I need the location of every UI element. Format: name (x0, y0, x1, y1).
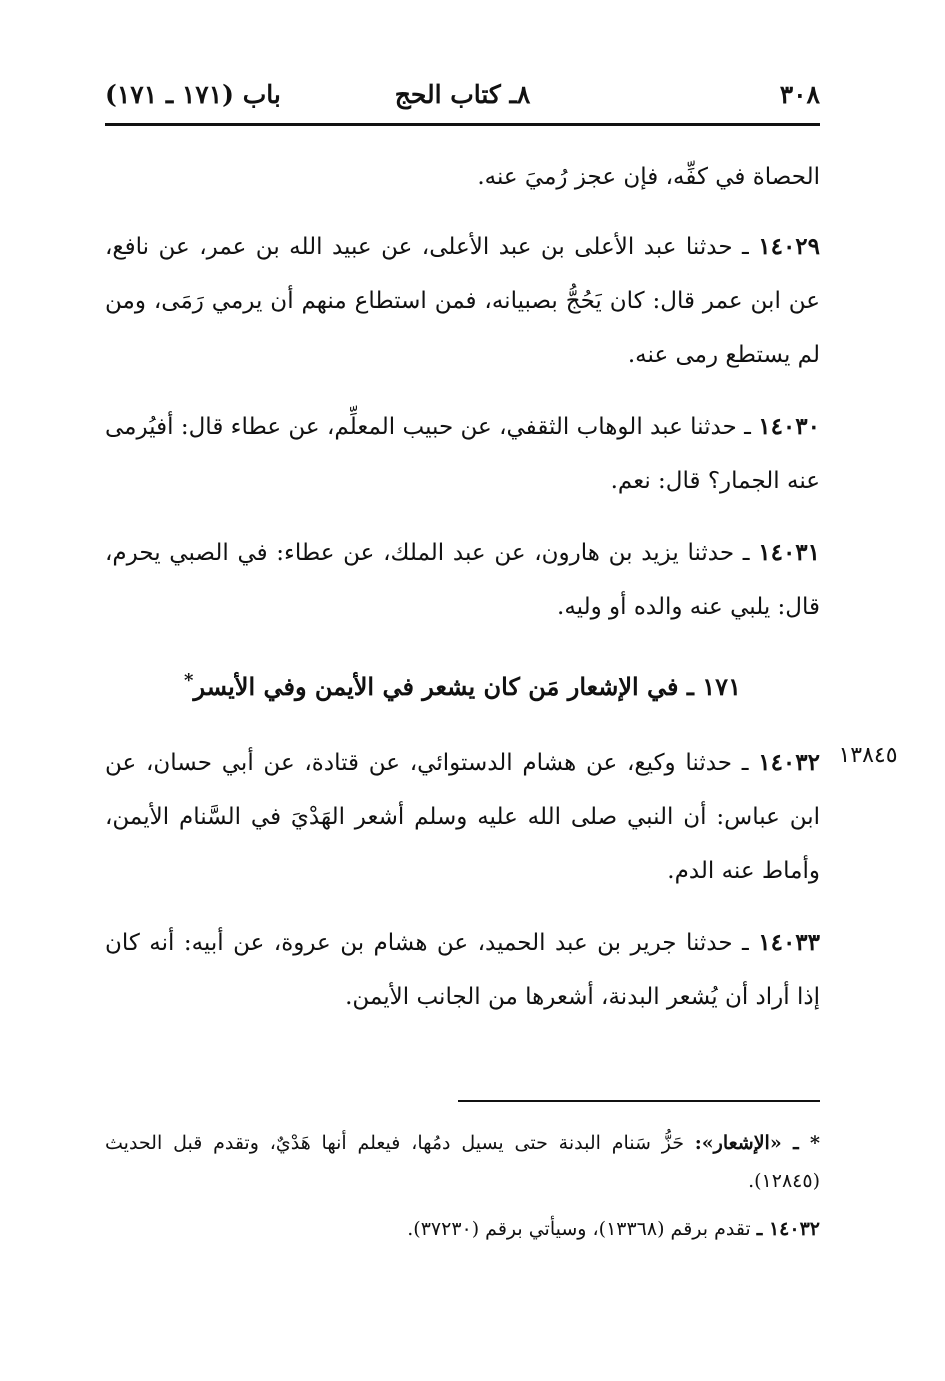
page-number: ٣٠٨ (779, 80, 820, 109)
hadith-number: ١٤٠٣١ (758, 539, 821, 566)
hadith-paragraph (105, 916, 820, 1024)
hadith-number: ١٤٠٣٢ (758, 749, 820, 776)
footnote-marker: * (184, 670, 194, 691)
section-heading-text: ١٧١ ـ في الإشعار مَن كان يشعر في الأيمن وفي الأيسر (193, 672, 741, 701)
hadith-text: ـ حدثنا جرير بن عبد الحميد، عن هشام بن عروة، عن أبيه: أنه كان إذا أراد أن يُشعر البدنة، أشعرها من الجانب الأيمن. (105, 930, 820, 1010)
footnote (105, 1210, 820, 1248)
hadith-paragraph (105, 526, 820, 634)
hadith-number: ١٤٠٣٠ (758, 413, 820, 440)
chapter-reference: باب (١٧١ ـ ١٧١) (105, 80, 281, 109)
continuation-paragraph (105, 150, 820, 204)
hadith-text: ـ حدثنا عبد الوهاب الثقفي، عن حبيب المعلِّم، عن عطاء قال: أفيُرمى عنه الجمار؟ قال: نعم. (105, 414, 820, 494)
hadith-text: ـ حدثنا عبد الأعلى بن عبد الأعلى، عن عبيد الله بن عمر، عن نافع، عن ابن عمر قال: كان يَحُجُّ بصبيانه، فمن استطاع منهم أن يرمي رَمَى، ومن لم يستطع رمى عنه. (105, 234, 820, 368)
main-text (105, 150, 820, 1042)
footnote (105, 1124, 820, 1200)
footnote-marker: ١٤٠٣٢ ـ (756, 1218, 820, 1240)
hadith-number: ١٤٠٢٩ (758, 233, 821, 260)
section-heading (105, 654, 820, 714)
hadith-paragraph (105, 400, 820, 508)
hadith-text: ـ حدثنا وكيع، عن هشام الدستوائي، عن قتادة، عن أبي حسان، عن ابن عباس: أن النبي صلى الله عليه وسلم أشعر الهَدْيَ في السَّنام الأيمن، وأماط عنه الدم. (105, 750, 820, 884)
footnote-text: تقدم برقم (١٣٣٦٨)، وسيأتي برقم (٣٧٢٣٠). (407, 1218, 751, 1240)
page-header (105, 74, 820, 118)
header-divider (105, 123, 820, 126)
footnote-divider (458, 1100, 820, 1102)
paragraph-text: الحصاة في كفِّه، فإن عجز رُميَ عنه. (477, 164, 820, 190)
footnote-text: حَزُّ سَنام البدنة حتى يسيل دمُها، فيعلم أنها هَدْيٌ، وتقدم قبل الحديث (١٢٨٤٥). (105, 1132, 820, 1192)
hadith-text: ـ حدثنا يزيد بن هارون، عن عبد الملك، عن عطاء: في الصبي يحرم، قال: يلبي عنه والده أو وليه. (105, 540, 820, 620)
margin-reference-number: ١٣٨٤٥ (838, 743, 898, 768)
hadith-paragraph (105, 736, 820, 898)
footnote-marker: * ـ «الإشعار»: (694, 1132, 820, 1154)
hadith-number: ١٤٠٣٣ (758, 929, 821, 956)
book-title: ٨ـ كتاب الحج (394, 80, 531, 109)
hadith-paragraph (105, 220, 820, 382)
footnotes (105, 1124, 820, 1258)
